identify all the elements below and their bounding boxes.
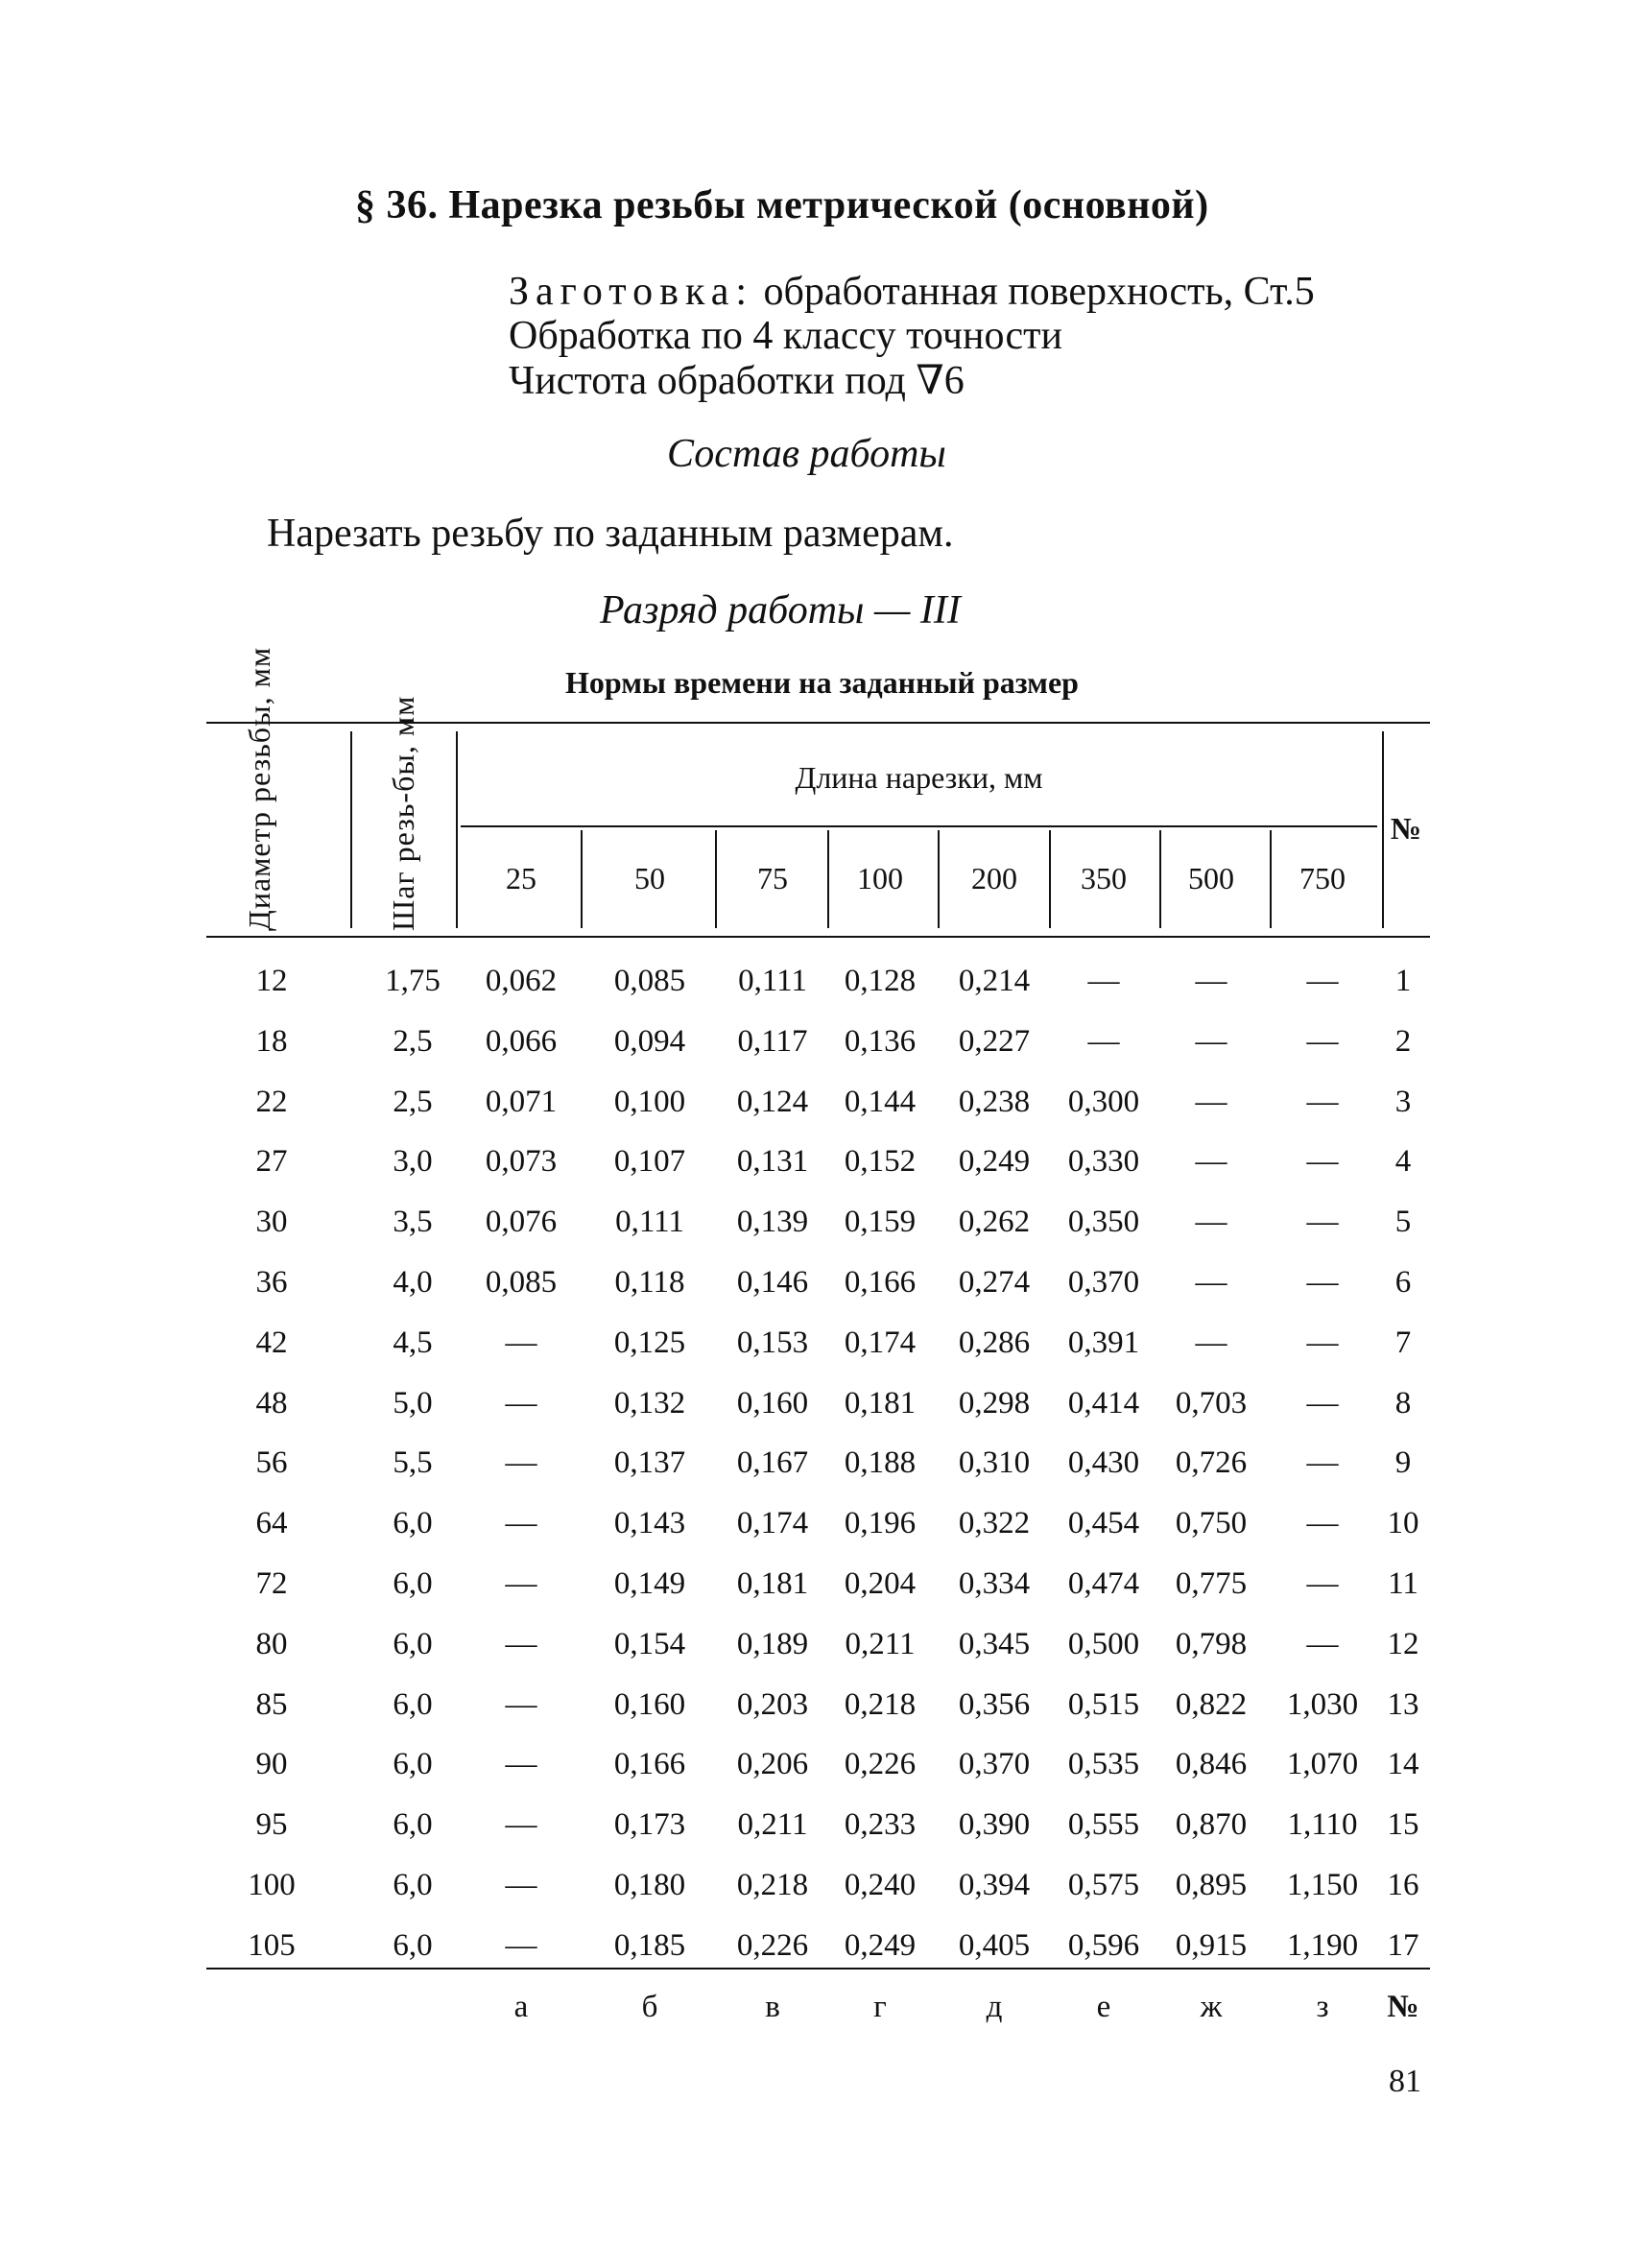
time-cell: 0,154 xyxy=(613,1627,686,1661)
time-cell: 0,775 xyxy=(1175,1566,1248,1601)
time-cell: 0,189 xyxy=(736,1627,809,1661)
time-cell: 0,750 xyxy=(1175,1506,1248,1540)
time-cell: 0,233 xyxy=(844,1807,917,1842)
pitch-cell: 6,0 xyxy=(393,1506,433,1540)
time-cell: 0,249 xyxy=(958,1144,1031,1179)
row-number-cell: 14 xyxy=(1387,1747,1419,1781)
time-cell: 0,211 xyxy=(737,1807,808,1842)
diameter-cell: 42 xyxy=(255,1325,288,1360)
time-cell: 0,139 xyxy=(736,1205,809,1239)
blank-surface: обработанная поверхность, Ст.5 xyxy=(763,270,1315,314)
pitch-cell: 6,0 xyxy=(393,1807,433,1842)
row-number-cell: 12 xyxy=(1387,1627,1419,1661)
time-cell: 0,726 xyxy=(1175,1445,1248,1480)
time-cell: — xyxy=(1087,964,1120,998)
column-letter-5: д xyxy=(986,1990,1003,2024)
length-header-rule xyxy=(461,825,1377,827)
header-no: № xyxy=(1390,811,1422,846)
section-title: § 36. Нарезка резьбы метрической (основной) xyxy=(355,183,1209,227)
time-cell: 0,181 xyxy=(844,1386,917,1420)
diameter-cell: 64 xyxy=(255,1506,288,1540)
time-cell: 0,136 xyxy=(844,1024,917,1059)
time-cell: 0,370 xyxy=(1067,1265,1140,1300)
time-cell: 0,394 xyxy=(958,1868,1031,1902)
diameter-cell: 22 xyxy=(255,1085,288,1119)
row-number-cell: 5 xyxy=(1394,1205,1412,1239)
blank-label: Заготовка: xyxy=(509,270,754,314)
time-cell: — xyxy=(505,1325,537,1360)
time-cell: 0,211 xyxy=(845,1627,916,1661)
row-number-cell: 17 xyxy=(1387,1928,1419,1963)
time-cell: 0,334 xyxy=(958,1566,1031,1601)
header-length-100: 100 xyxy=(857,861,903,895)
time-cell: — xyxy=(1306,1205,1339,1239)
time-cell: 1,150 xyxy=(1286,1868,1359,1902)
time-cell: 0,125 xyxy=(613,1325,686,1360)
row-number-cell: 6 xyxy=(1394,1265,1412,1300)
time-cell: — xyxy=(1195,1024,1227,1059)
time-cell: 0,300 xyxy=(1067,1085,1140,1119)
header-length-group: Длина нарезки, мм xyxy=(795,760,1043,795)
length-divider xyxy=(1049,830,1051,928)
time-cell: 0,124 xyxy=(736,1085,809,1119)
time-cell: 0,298 xyxy=(958,1386,1031,1420)
time-cell: 0,111 xyxy=(615,1205,684,1239)
time-cell: 0,555 xyxy=(1067,1807,1140,1842)
time-cell: 0,196 xyxy=(844,1506,917,1540)
time-cell: 0,160 xyxy=(736,1386,809,1420)
time-cell: 0,203 xyxy=(736,1687,809,1722)
pitch-cell: 3,0 xyxy=(393,1144,433,1179)
time-cell: 0,218 xyxy=(736,1868,809,1902)
column-letter-8: з xyxy=(1316,1990,1329,2024)
row-number-cell: 7 xyxy=(1394,1325,1412,1360)
time-cell: 0,846 xyxy=(1175,1747,1248,1781)
time-cell: 0,310 xyxy=(958,1445,1031,1480)
time-cell: 0,356 xyxy=(958,1687,1031,1722)
blank-surface-line xyxy=(509,269,1315,315)
pitch-divider xyxy=(456,731,458,928)
time-cell: — xyxy=(505,1386,537,1420)
column-letter-6: е xyxy=(1096,1990,1111,2024)
time-cell: 0,149 xyxy=(613,1566,686,1601)
time-cell: 0,262 xyxy=(958,1205,1031,1239)
pitch-cell: 5,0 xyxy=(393,1386,433,1420)
header-length-200: 200 xyxy=(971,861,1017,895)
time-cell: 0,214 xyxy=(958,964,1031,998)
table-bottom-rule xyxy=(206,1968,1430,1970)
time-cell: — xyxy=(505,1627,537,1661)
header-length-25: 25 xyxy=(506,861,536,895)
time-cell: 0,370 xyxy=(958,1747,1031,1781)
time-cell: 0,249 xyxy=(844,1928,917,1963)
column-letter-1: а xyxy=(513,1990,529,2024)
time-cell: — xyxy=(505,1566,537,1601)
time-cell: 0,137 xyxy=(613,1445,686,1480)
diameter-cell: 100 xyxy=(248,1868,296,1902)
time-cell: 1,110 xyxy=(1287,1807,1358,1842)
time-cell: 0,454 xyxy=(1067,1506,1140,1540)
time-cell: 0,181 xyxy=(736,1566,809,1601)
time-cell: — xyxy=(1195,964,1227,998)
work-text: Нарезать резьбу по заданным размерам. xyxy=(267,512,954,556)
time-cell: 0,076 xyxy=(485,1205,558,1239)
time-cell: 0,066 xyxy=(485,1024,558,1059)
time-cell: 0,286 xyxy=(958,1325,1031,1360)
diameter-cell: 85 xyxy=(255,1687,288,1722)
diameter-cell: 72 xyxy=(255,1566,288,1601)
row-number-cell: 1 xyxy=(1394,964,1412,998)
time-cell: 0,218 xyxy=(844,1687,917,1722)
time-cell: — xyxy=(1306,1445,1339,1480)
time-cell: 0,094 xyxy=(613,1024,686,1059)
time-cell: 0,204 xyxy=(844,1566,917,1601)
time-cell: — xyxy=(505,1807,537,1842)
pitch-cell: 1,75 xyxy=(385,964,441,998)
time-cell: 0,132 xyxy=(613,1386,686,1420)
header-length-750: 750 xyxy=(1299,861,1346,895)
column-letter-2: б xyxy=(641,1990,658,2024)
row-number-cell: 10 xyxy=(1387,1506,1419,1540)
diameter-cell: 56 xyxy=(255,1445,288,1480)
diameter-cell: 27 xyxy=(255,1144,288,1179)
time-cell: 0,798 xyxy=(1175,1627,1248,1661)
header-pitch: Шаг резь-бы, мм xyxy=(386,695,420,931)
time-cell: 0,227 xyxy=(958,1024,1031,1059)
diameter-cell: 12 xyxy=(255,964,288,998)
time-cell: 0,071 xyxy=(485,1085,558,1119)
diameter-cell: 95 xyxy=(255,1807,288,1842)
row-number-cell: 8 xyxy=(1394,1386,1412,1420)
time-cell: — xyxy=(505,1445,537,1480)
table-title: Нормы времени на заданный размер xyxy=(565,665,1079,700)
time-cell: 0,062 xyxy=(485,964,558,998)
diameter-cell: 80 xyxy=(255,1627,288,1661)
time-cell: — xyxy=(1195,1144,1227,1179)
time-cell: 0,330 xyxy=(1067,1144,1140,1179)
header-length-350: 350 xyxy=(1081,861,1127,895)
pitch-cell: 3,5 xyxy=(393,1205,433,1239)
time-cell: — xyxy=(505,1747,537,1781)
time-cell: — xyxy=(1087,1024,1120,1059)
time-cell: 0,166 xyxy=(844,1265,917,1300)
time-cell: 0,500 xyxy=(1067,1627,1140,1661)
time-cell: 0,118 xyxy=(614,1265,685,1300)
time-cell: 0,226 xyxy=(844,1747,917,1781)
pitch-cell: 5,5 xyxy=(393,1445,433,1480)
time-cell: — xyxy=(505,1868,537,1902)
time-cell: 0,174 xyxy=(736,1506,809,1540)
time-cell: — xyxy=(1195,1325,1227,1360)
time-cell: — xyxy=(1306,1386,1339,1420)
time-cell: 0,159 xyxy=(844,1205,917,1239)
pitch-cell: 6,0 xyxy=(393,1566,433,1601)
pitch-cell: 4,0 xyxy=(393,1265,433,1300)
column-letter-3: в xyxy=(765,1990,780,2024)
time-cell: — xyxy=(1306,1265,1339,1300)
time-cell: 0,915 xyxy=(1175,1928,1248,1963)
time-cell: 0,100 xyxy=(613,1085,686,1119)
pitch-cell: 6,0 xyxy=(393,1687,433,1722)
time-cell: 0,430 xyxy=(1067,1445,1140,1480)
time-cell: 0,085 xyxy=(613,964,686,998)
row-number-cell: 13 xyxy=(1387,1687,1419,1722)
row-number-cell: 3 xyxy=(1394,1085,1412,1119)
time-cell: 1,070 xyxy=(1286,1747,1359,1781)
pitch-cell: 6,0 xyxy=(393,1868,433,1902)
length-divider xyxy=(827,830,829,928)
diameter-cell: 48 xyxy=(255,1386,288,1420)
time-cell: 0,238 xyxy=(958,1085,1031,1119)
pitch-cell: 6,0 xyxy=(393,1928,433,1963)
time-cell: 0,240 xyxy=(844,1868,917,1902)
time-cell: 0,131 xyxy=(736,1144,809,1179)
time-cell: — xyxy=(1195,1205,1227,1239)
time-cell: 0,085 xyxy=(485,1265,558,1300)
row-number-cell: 16 xyxy=(1387,1868,1419,1902)
time-cell: 0,206 xyxy=(736,1747,809,1781)
time-cell: — xyxy=(505,1506,537,1540)
time-cell: — xyxy=(1306,964,1339,998)
time-cell: 0,143 xyxy=(613,1506,686,1540)
column-letter-7: ж xyxy=(1200,1990,1223,2024)
header-length-75: 75 xyxy=(757,861,788,895)
time-cell: — xyxy=(505,1687,537,1722)
column-letter-4: г xyxy=(873,1990,887,2024)
time-cell: 0,274 xyxy=(958,1265,1031,1300)
time-cell: — xyxy=(1306,1566,1339,1601)
time-cell: 0,166 xyxy=(613,1747,686,1781)
time-cell: 0,596 xyxy=(1067,1928,1140,1963)
work-grade: Разряд работы — III xyxy=(600,588,961,633)
time-cell: 0,073 xyxy=(485,1144,558,1179)
time-cell: 0,405 xyxy=(958,1928,1031,1963)
time-cell: 0,180 xyxy=(613,1868,686,1902)
header-length-500: 500 xyxy=(1188,861,1234,895)
time-cell: 0,703 xyxy=(1175,1386,1248,1420)
time-cell: 0,160 xyxy=(613,1687,686,1722)
time-cell: 0,322 xyxy=(958,1506,1031,1540)
header-diameter: Диаметр резьбы, мм xyxy=(242,646,276,931)
time-cell: — xyxy=(1306,1325,1339,1360)
row-number-cell: 2 xyxy=(1394,1024,1412,1059)
time-cell: — xyxy=(1195,1085,1227,1119)
time-cell: — xyxy=(1306,1627,1339,1661)
row-number-cell: 9 xyxy=(1394,1445,1412,1480)
time-cell: 0,107 xyxy=(613,1144,686,1179)
time-cell: 0,117 xyxy=(737,1024,808,1059)
time-cell: — xyxy=(1306,1144,1339,1179)
time-cell: 0,185 xyxy=(613,1928,686,1963)
time-cell: 0,870 xyxy=(1175,1807,1248,1842)
row-number-cell: 4 xyxy=(1394,1144,1412,1179)
pitch-cell: 2,5 xyxy=(393,1085,433,1119)
time-cell: 0,173 xyxy=(613,1807,686,1842)
length-divider xyxy=(715,830,717,928)
time-cell: 1,030 xyxy=(1286,1687,1359,1722)
time-cell: 0,822 xyxy=(1175,1687,1248,1722)
pitch-cell: 4,5 xyxy=(393,1325,433,1360)
diameter-cell: 36 xyxy=(255,1265,288,1300)
header-length-50: 50 xyxy=(634,861,665,895)
time-cell: 0,414 xyxy=(1067,1386,1140,1420)
time-cell: 0,391 xyxy=(1067,1325,1140,1360)
time-cell: 0,515 xyxy=(1067,1687,1140,1722)
time-cell: — xyxy=(1195,1265,1227,1300)
blank-accuracy: Обработка по 4 классу точности xyxy=(509,314,1062,358)
page-number: 81 xyxy=(1389,2064,1421,2099)
header-bottom-rule xyxy=(206,936,1430,938)
time-cell: 0,174 xyxy=(844,1325,917,1360)
diameter-cell: 18 xyxy=(255,1024,288,1059)
length-divider xyxy=(581,830,583,928)
time-cell: 0,167 xyxy=(736,1445,809,1480)
diameter-cell: 90 xyxy=(255,1747,288,1781)
length-divider xyxy=(1159,830,1161,928)
diameter-cell: 105 xyxy=(248,1928,296,1963)
time-cell: 0,153 xyxy=(736,1325,809,1360)
time-cell: 0,128 xyxy=(844,964,917,998)
time-cell: 0,575 xyxy=(1067,1868,1140,1902)
time-cell: 0,146 xyxy=(736,1265,809,1300)
time-cell: — xyxy=(1306,1085,1339,1119)
pitch-cell: 6,0 xyxy=(393,1627,433,1661)
length-divider xyxy=(1270,830,1272,928)
pitch-cell: 6,0 xyxy=(393,1747,433,1781)
length-divider xyxy=(938,830,940,928)
pitch-cell: 2,5 xyxy=(393,1024,433,1059)
time-cell: 0,152 xyxy=(844,1144,917,1179)
time-cell: 0,345 xyxy=(958,1627,1031,1661)
time-cell: 0,535 xyxy=(1067,1747,1140,1781)
time-cell: 0,226 xyxy=(736,1928,809,1963)
time-cell: — xyxy=(1306,1506,1339,1540)
time-cell: 0,144 xyxy=(844,1085,917,1119)
time-cell: 0,350 xyxy=(1067,1205,1140,1239)
time-cell: 0,188 xyxy=(844,1445,917,1480)
time-cell: 0,474 xyxy=(1067,1566,1140,1601)
time-cell: 0,895 xyxy=(1175,1868,1248,1902)
footer-no: № xyxy=(1387,1990,1419,2024)
blank-finish: Чистота обработки под ∇6 xyxy=(509,359,965,403)
work-heading: Состав работы xyxy=(667,432,946,476)
time-cell: — xyxy=(505,1928,537,1963)
time-cell: 0,111 xyxy=(738,964,807,998)
row-number-cell: 11 xyxy=(1388,1566,1418,1601)
time-cell: 1,190 xyxy=(1286,1928,1359,1963)
diameter-divider xyxy=(350,731,352,928)
row-number-cell: 15 xyxy=(1387,1807,1419,1842)
time-cell: — xyxy=(1306,1024,1339,1059)
time-cell: 0,390 xyxy=(958,1807,1031,1842)
diameter-cell: 30 xyxy=(255,1205,288,1239)
